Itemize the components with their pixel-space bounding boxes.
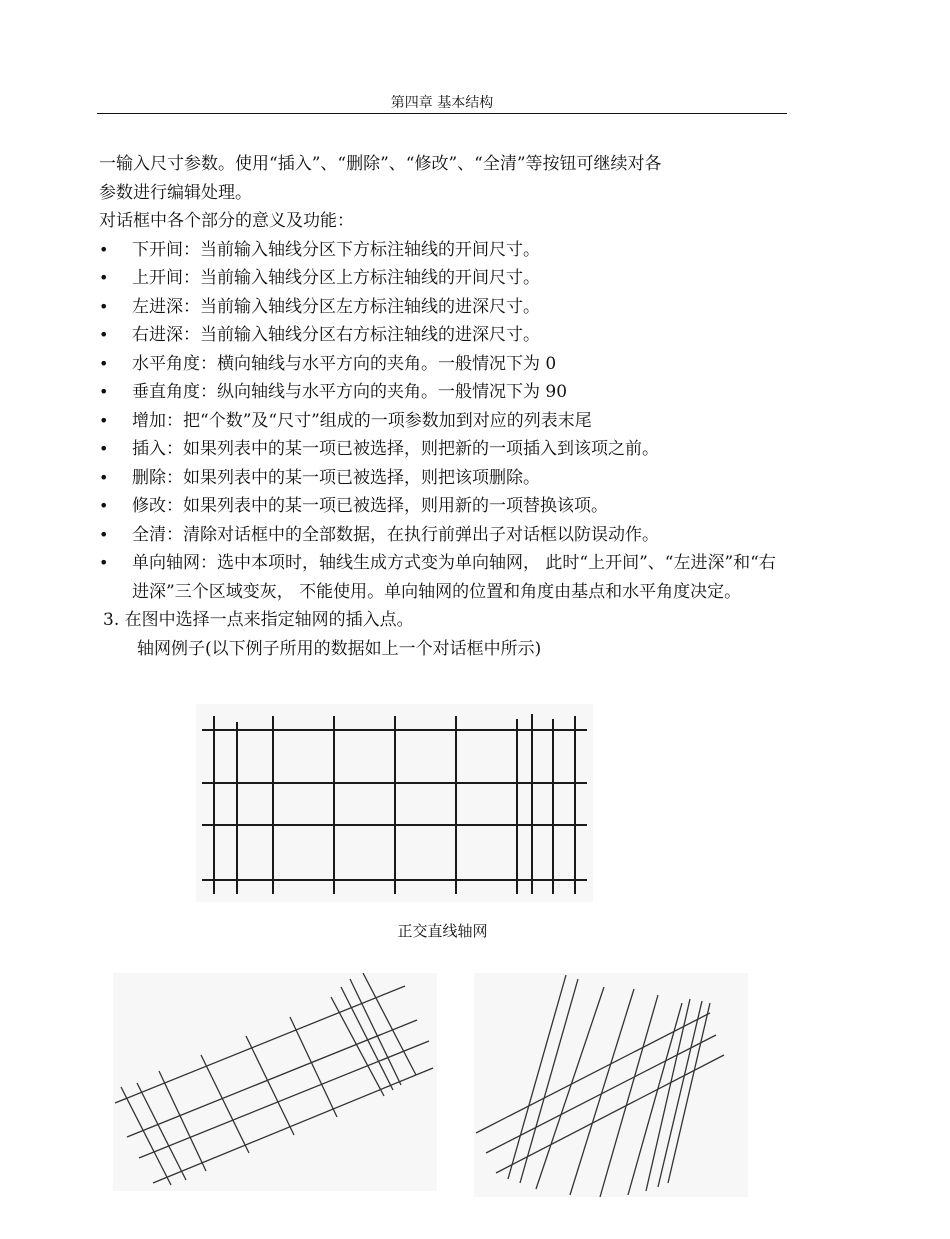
grid-line (536, 987, 604, 1189)
rotated-grid-figure (113, 973, 437, 1191)
grid-line (331, 997, 384, 1096)
rotated-grid-drawing (113, 973, 437, 1191)
section-heading: 对话框中各个部分的意义及功能： (99, 211, 354, 231)
chapter-header: 第四章 基本结构 (390, 95, 494, 111)
list-item: • 水平角度：横向轴线与水平方向的夹角。一般情况下为 0 (99, 350, 789, 379)
grid-line (496, 1055, 724, 1173)
grid-line (341, 987, 393, 1090)
list-item: • 左进深：当前输入轴线分区左方标注轴线的进深尺寸。 (99, 293, 789, 322)
grid-line (127, 1020, 417, 1137)
list-item: • 修改：如果列表中的某一项已被选择，则用新的一项替换该项。 (99, 492, 789, 521)
orthogonal-grid-drawing (196, 704, 593, 902)
body-text (99, 150, 789, 663)
feature-list (99, 236, 789, 607)
grid-line (290, 1017, 337, 1117)
list-item: • 插入：如果列表中的某一项已被选择，则把新的一项插入到该项之前。 (99, 435, 789, 464)
grid-line (600, 995, 658, 1197)
orthogonal-grid-figure (196, 704, 593, 902)
list-item: • 删除：如果列表中的某一项已被选择，则把该项删除。 (99, 464, 789, 493)
grid-line (139, 1041, 429, 1158)
list-item: • 右进深：当前输入轴线分区右方标注轴线的进深尺寸。 (99, 321, 789, 350)
list-item: • 上开间：当前输入轴线分区上方标注轴线的开间尺寸。 (99, 264, 789, 293)
list-item: • 下开间：当前输入轴线分区下方标注轴线的开间尺寸。 (99, 236, 789, 265)
orthogonal-grid-caption: 正交直线轴网 (397, 922, 488, 940)
example-caption: 轴网例子(以下例子所用的数据如上一个对话框中所示) (137, 638, 542, 659)
oblique-grid-drawing (474, 973, 748, 1197)
grid-line (508, 975, 566, 1179)
intro-line-2: 参数进行编辑处理。 (99, 182, 252, 203)
grid-line (628, 1003, 682, 1195)
grid-line (646, 999, 690, 1191)
header-rule (97, 113, 787, 114)
list-item: • 全清：清除对话框中的全部数据，在执行前弹出子对话框以防误动作。 (99, 521, 789, 550)
list-item: • 垂直角度：纵向轴线与水平方向的夹角。一般情况下为 90 (99, 378, 789, 407)
list-item: • 单向轴网：选中本项时，轴线生成方式变为单向轴网， 此时“上开间”、“左进深”和“右进深”三个区域变灰， 不能使用。单向轴网的位置和角度由基点和水平角度决定。 (99, 549, 789, 606)
list-item: • 增加：把“个数”及“尺寸”组成的一项参数加到对应的列表末尾 (99, 407, 789, 436)
intro-line-1: 一输入尺寸参数。使用“插入”、“删除”、“修改”、“全清”等按钮可继续对各 (99, 154, 662, 174)
step-3: 3. 在图中选择一点来指定轴网的插入点。 (103, 610, 414, 630)
oblique-grid-figure (474, 973, 748, 1197)
grid-line (570, 989, 634, 1195)
